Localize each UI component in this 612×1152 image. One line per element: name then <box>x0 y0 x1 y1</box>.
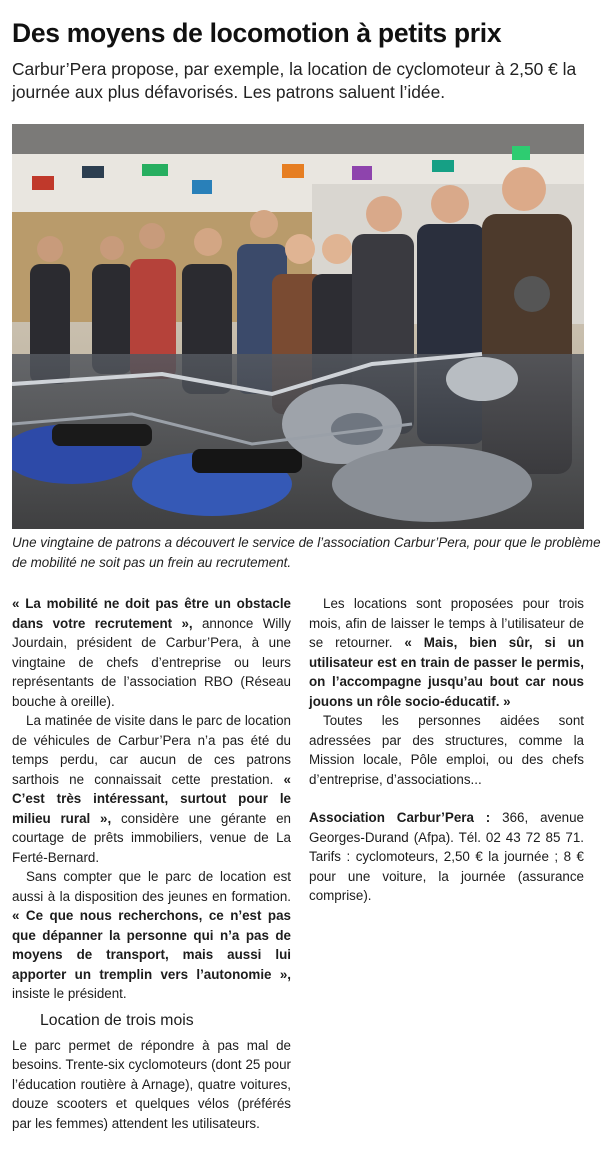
paragraph-text: Sans compter que le parc de location est aussi à la disposition des jeunes en formation. <box>12 869 291 904</box>
quote-bold: « Ce que nous recherchons, ce n’est pas que dépanner la personne qui n’a pas de moyens de transport, mais aussi lui apporter un tremplin vers l’autonomie », <box>12 908 291 982</box>
paragraph-text: considère une gérante en courtage de prêts immobiliers, venue de La Ferté-Bernard. <box>12 810 291 865</box>
article-paragraph <box>309 594 584 711</box>
article-paragraph: Le parc permet de répondre à pas mal de besoins. Trente-six cyclomoteurs (dont 25 pour l’éducation routière à Arnage), quatre voitures, douze scooters et quelques vélos (préférés par les femmes) attendent les utilisateurs. <box>12 1037 291 1131</box>
paragraph-text: La matinée de visite dans le parc de location de véhicules de Carbur’Pera n’a pas été du temps perdu, car aucun de ces patrons sarthois ne connaissait cette prestation. <box>12 713 291 787</box>
article-paragraph <box>12 594 291 711</box>
contact-details: 366, avenue Georges-Durand (Afpa). Tél. 02 43 72 85 71. Tarifs : cyclomoteurs, 2,50 € la journée ; 8 € pour une voiture, la journée (assurance comprise). <box>309 810 585 903</box>
photo-illustration <box>12 124 584 529</box>
quote-bold: « C’est très intéressant, surtout pour le milieu rural », <box>12 771 291 826</box>
article-paragraph <box>12 711 291 867</box>
article-headline: Des moyens de locomotion à petits prix <box>12 18 502 48</box>
article-paragraph: Toutes les personnes aidées sont adressées par des structures, comme la Mission locale, Pôle emploi, ou des chefs d’entreprise, d’associations... <box>309 713 584 787</box>
article-column-1 <box>12 594 291 1133</box>
section-subheading: Location de trois mois <box>40 1011 194 1029</box>
paragraph-text: insiste le président. <box>12 986 127 1001</box>
contact-info <box>309 808 584 906</box>
quote-bold: « Mais, bien sûr, si un utilisateur est en train de passer le permis, on l’accompagne jusqu’au bout car nous jouons un rôle socio-éducatif. » <box>309 635 584 709</box>
photo-caption: Une vingtaine de patrons a découvert le service de l’association Carbur’Pera, pour que le problème de mobilité ne soit pas un frein au recrutement. <box>12 535 601 570</box>
article-column-2 <box>309 594 584 906</box>
paragraph-text: Les locations sont proposées pour trois mois, afin de laisser le temps à l’utilisateur de se retourner. <box>309 596 584 650</box>
quote-bold: « La mobilité ne doit pas être un obstacle dans votre recrutement », <box>12 596 291 631</box>
article-photo <box>12 124 584 529</box>
contact-name: Association Carbur’Pera : <box>309 810 491 825</box>
article-paragraph <box>12 867 291 1004</box>
paragraph-text: annonce Willy Jourdain, président de Carbur’Pera, à une vingtaine de chefs d’entreprise ou leurs représentants de l’association RBO (Réseau bouche à oreille). <box>12 615 291 709</box>
article-subheading: Carbur’Pera propose, par exemple, la location de cyclomoteur à 2,50 € la journée aux plus défavorisés. Les patrons saluent l’idée. <box>12 59 577 102</box>
